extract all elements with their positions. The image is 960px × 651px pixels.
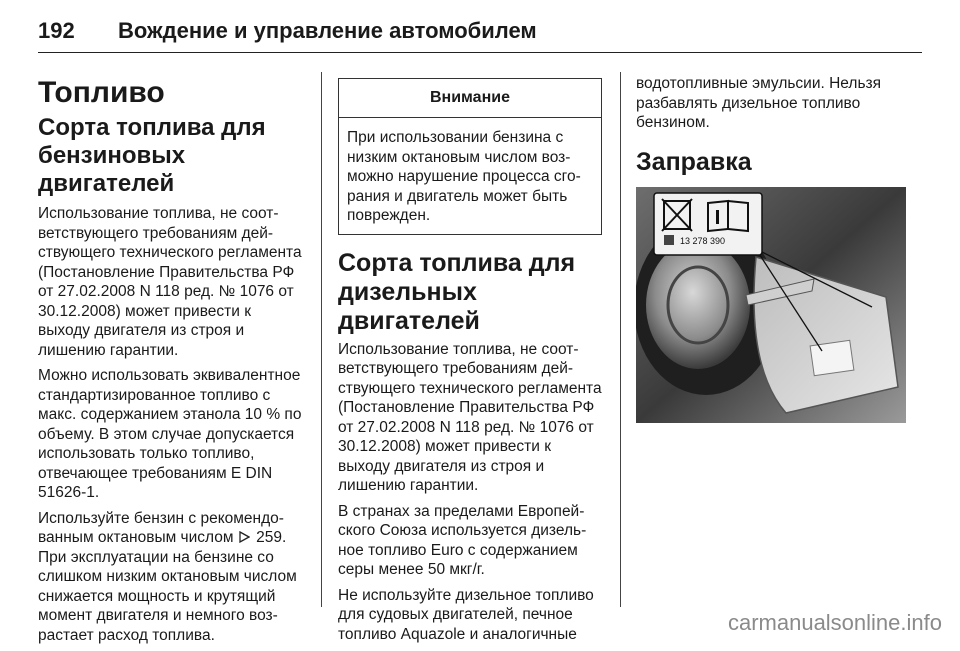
column-1 <box>38 68 306 651</box>
section-title-refueling: Заправка <box>636 147 752 176</box>
subsection-title-diesel: Сорта топлива для дизельных двигателей <box>338 248 576 335</box>
label-code: 13 278 390 <box>680 235 726 246</box>
section-title-fuel: Топливо <box>38 76 165 109</box>
paragraph: В странах за пределами Европейского Союза используется дизельное топливо Euro с содержанием серы менее 50 мкг/г. <box>338 502 587 578</box>
warning-title: Внимание <box>339 79 601 118</box>
running-title: Вождение и управление автомобилем <box>118 18 537 43</box>
header-rule <box>38 52 922 53</box>
page-header <box>38 8 922 52</box>
paragraph: водотопливные эмульсии. Нельзя разбавлять дизельное топливо бензином. <box>636 75 882 131</box>
page-number: 192 <box>38 18 75 43</box>
page-reference[interactable]: 259 <box>256 529 283 546</box>
subsection-title-petrol: Сорта топлива для бензиновых двигателей <box>38 114 266 197</box>
paragraph <box>38 509 306 646</box>
watermark: carmanualsonline.info <box>727 610 942 635</box>
column-divider-1 <box>321 72 322 607</box>
paragraph: Использование топлива, не соответствующего требованиям действующего технического регламента (Постановление Правительства РФ от 27.02.2008 N 118 ред. № 1076 от 30.12.2008) может привести к выходу двигателя из строя и лишению гарантии. <box>338 340 602 494</box>
paragraph: Не используйте дизельное топливо для судовых двигателей, печное топливо Aquazole и аналогичные <box>338 586 594 643</box>
column-2 <box>338 72 606 650</box>
page-reference-arrow-icon <box>238 528 252 548</box>
paragraph: Использование топлива, не соответствующего требованиям действующего технического регламента (Постановление Правительства РФ от 27.02.2008 N 118 ред. № 1076 от 30.12.2008) может привести к выходу двигателя из строя и лишению гарантии. <box>38 205 302 359</box>
column-3 <box>636 74 926 423</box>
paragraph: Можно использовать эквивалентное стандартизированное топливо с макс. содержанием этанола 10 % по объему. В этом случае допускается использовать только топливо, отвечающее требованиям E DIN 51626-1. <box>38 367 302 501</box>
fuel-filler-flap-photo <box>636 187 906 423</box>
column-divider-2 <box>620 72 621 607</box>
warning-box <box>338 78 602 235</box>
paragraph-text: Используйте бензин с рекомендованным октановым числом <box>38 509 284 546</box>
paragraph-text: . При эксплуатации на бензине со слишком низким октановым числом снижается мощность и крутящий момент двигателя и немного возрастает расход топлива. <box>38 529 297 644</box>
warning-text: При использовании бензина с низким октановым числом возможно нарушение процесса сгорания и двигатель может быть поврежден. <box>347 129 581 224</box>
